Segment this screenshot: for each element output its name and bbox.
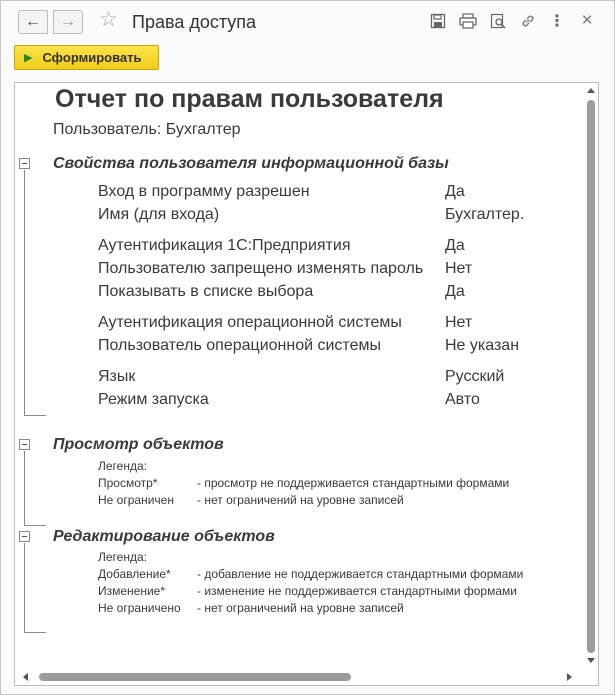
section-props-title: Свойства пользователя информационной базы: [53, 155, 449, 172]
prop-value: Да: [445, 237, 465, 254]
horizontal-scrollbar[interactable]: [15, 669, 583, 685]
view-group-line: [24, 451, 46, 526]
prop-name: Вход в программу разрешен: [98, 183, 310, 200]
save-icon[interactable]: [428, 11, 448, 31]
print-preview-icon[interactable]: [488, 11, 508, 31]
prop-name: Режим запуска: [98, 391, 209, 408]
collapse-edit-icon[interactable]: [19, 531, 30, 542]
scroll-down-icon[interactable]: [587, 658, 595, 663]
prop-name: Показывать в списке выбора: [98, 283, 314, 300]
scroll-up-icon[interactable]: [587, 88, 595, 93]
print-icon[interactable]: [458, 11, 478, 31]
play-icon: ▶: [24, 52, 33, 64]
prop-value: Да: [445, 283, 465, 300]
section-edit-title: Редактирование объектов: [53, 528, 275, 545]
legend-term: Не ограничен: [98, 493, 174, 507]
scroll-right-icon[interactable]: [567, 673, 572, 681]
report-title: Отчет по правам пользователя: [55, 85, 444, 113]
scroll-left-icon[interactable]: [23, 673, 28, 681]
props-group-line: [24, 170, 46, 416]
report-document[interactable]: [14, 82, 599, 686]
report-user: Пользователь: Бухгалтер: [53, 121, 241, 138]
generate-button-label: Сформировать: [42, 50, 142, 65]
legend-desc: - нет ограничений на уровне записей: [197, 601, 404, 615]
prop-name: Язык: [98, 368, 136, 385]
forward-button[interactable]: [53, 10, 83, 34]
generate-button[interactable]: [14, 45, 159, 70]
legend-desc: - добавление не поддерживается стандартными формами: [197, 567, 524, 581]
prop-name: Пользователь операционной системы: [98, 337, 381, 354]
close-icon[interactable]: ×: [581, 10, 593, 31]
prop-value: Нет: [445, 260, 473, 277]
vertical-scrollbar[interactable]: [583, 83, 599, 673]
vertical-scroll-thumb[interactable]: [587, 100, 595, 653]
prop-value: Не указан: [445, 337, 520, 354]
prop-value: Русский: [445, 368, 505, 385]
legend-label: Легенда:: [98, 459, 147, 473]
prop-name: Имя (для входа): [98, 206, 220, 223]
arrow-right-icon: →: [60, 13, 76, 30]
legend-desc: - изменение не поддерживается стандартными формами: [197, 584, 517, 598]
back-button[interactable]: [18, 10, 48, 34]
prop-name: Аутентификация операционной системы: [98, 314, 402, 331]
legend-label: Легенда:: [98, 550, 147, 564]
legend-term: Просмотр*: [98, 476, 158, 490]
legend-desc: - нет ограничений на уровне записей: [197, 493, 404, 507]
arrow-left-icon: ←: [25, 13, 41, 30]
prop-name: Аутентификация 1С:Предприятия: [98, 237, 351, 254]
legend-term: Не ограничено: [98, 601, 181, 615]
horizontal-scroll-thumb[interactable]: [39, 673, 351, 681]
legend-desc: - просмотр не поддерживается стандартными формами: [197, 476, 510, 490]
legend-term: Изменение*: [98, 584, 166, 598]
prop-value: Нет: [445, 314, 473, 331]
collapse-view-icon[interactable]: [19, 439, 30, 450]
edit-group-line: [24, 543, 46, 633]
prop-value: Бухгалтер.: [445, 206, 525, 223]
prop-name: Пользователю запрещено изменять пароль: [98, 260, 424, 277]
more-vertical-icon[interactable]: ⋮: [549, 13, 565, 30]
collapse-props-icon[interactable]: [19, 158, 30, 169]
prop-value: Да: [445, 183, 465, 200]
link-icon[interactable]: [518, 11, 538, 31]
prop-value: Авто: [445, 391, 480, 408]
window-title: Права доступа: [132, 12, 257, 32]
legend-term: Добавление*: [98, 567, 171, 581]
favorite-star-icon[interactable]: ☆: [99, 8, 118, 31]
section-view-title: Просмотр объектов: [53, 436, 224, 453]
title-bar: [1, 1, 614, 41]
